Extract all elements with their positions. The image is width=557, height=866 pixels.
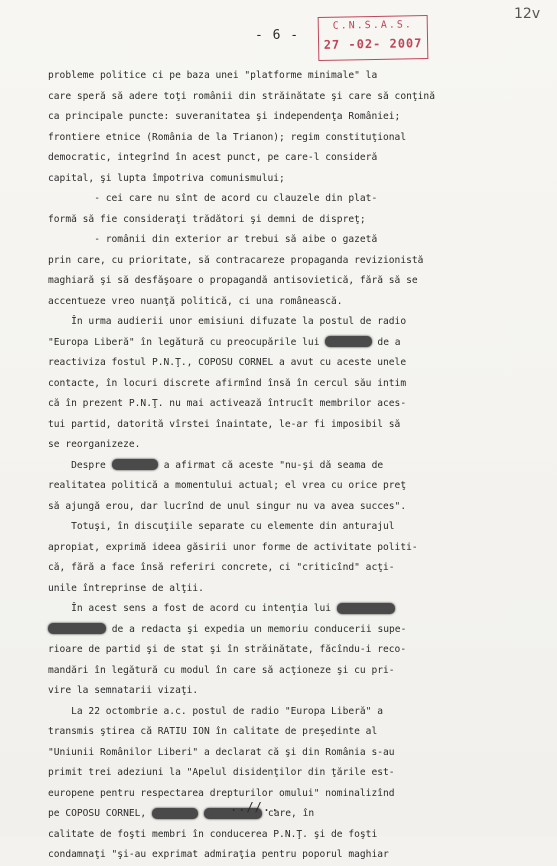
text-line: rioare de partid şi de stat şi în străinătate, făcîndu-i reco-	[48, 644, 407, 655]
stamp-date: 27 -02- 2007	[323, 36, 423, 52]
text-line: se reorganizeze.	[48, 439, 141, 450]
text-line: "Europa Liberă" în legătură cu preocupările lui de a	[48, 336, 401, 348]
redaction-mark	[112, 459, 158, 470]
text-line: să ajungă erou, dar lucrînd de unul singur nu va avea succes".	[48, 500, 407, 512]
text-line: În urma audierii unor emisiuni difuzate la postul de radio	[48, 316, 407, 327]
stamp-institution: C.N.S.A.S.	[332, 19, 413, 32]
text-line: mandări în legătură cu modul în care să acţioneze şi cu pri-	[48, 664, 395, 676]
text-line: vire la semnatarii vizaţi.	[48, 685, 199, 696]
text-line: de a redacta şi expedia un memoriu conducerii supe-	[48, 620, 510, 641]
text-line: frontiere etnice (România de la Trianon); regim constituţional	[48, 131, 407, 143]
text-line: realitatea politică a momentului actual; el vrea cu orice preţ	[48, 480, 407, 491]
text-line: transmis ştirea că RATIU ION în calitate de preşedinte al	[48, 726, 378, 737]
text-line: că, fără a face însă referiri concrete, ci "criticînd" acţi-	[48, 562, 395, 573]
text-line: prin care, cu prioritate, să contracareze propaganda revizionistă	[48, 254, 424, 266]
text-line: Despre a afirmat că aceste "nu-şi dă seama de	[48, 459, 384, 471]
text-line: condamnaţi "şi-au exprimat admiraţia pentru poporul maghiar	[48, 849, 389, 860]
text-line: La 22 octombrie a.c. postul de radio "Europa Liberă" a	[48, 705, 384, 717]
text-line: europene pentru respectarea drepturilor omului" nominalizînd	[48, 787, 395, 799]
page-number: - 6 -	[255, 28, 300, 43]
text-line: apropiat, exprimă ideea găsirii unor forme de activitate politi-	[48, 541, 418, 553]
text-line: "Uniunii Românilor Liberi" a declarat că şi din România s-au	[48, 746, 395, 758]
redaction-mark	[152, 808, 198, 819]
text-line: În acest sens a fost de acord cu intenţia lui	[48, 599, 510, 620]
redaction-mark	[337, 603, 395, 614]
text-line: contacte, în locuri discrete afirmînd însă în cercul său intim	[48, 377, 407, 389]
text-line: - românii din exterior ar trebui să aibe o gazetă	[48, 234, 378, 245]
text-line: democratic, integrînd în acest punct, pe care-l consideră	[48, 152, 378, 163]
text-line: accentueze vreo nuanţă politică, ci una românească.	[48, 295, 343, 307]
text-line: formă să fie consideraţi trădători şi demni de dispreţ;	[48, 213, 366, 225]
text-line: pe COPOSU CORNEL, care, în	[48, 808, 315, 819]
redaction-mark	[48, 623, 106, 634]
text-line: Totuşi, în discuţiile separate cu elemente din anturajul	[48, 521, 395, 532]
text-line: maghiară şi să desfăşoare o propagandă antisovietică, fără să se	[48, 275, 418, 286]
text-line: că în prezent P.N.Ţ. nu mai activează întrucît membrilor aces-	[48, 398, 407, 409]
text-line: ca principale puncte: suveranitatea şi independenţa României;	[48, 111, 401, 122]
text-line: care speră să adere toţi românii din străinătate şi care să conţină	[48, 90, 435, 102]
text-line: capital, şi lupta împotriva comunismului;	[48, 172, 285, 184]
text-line: calitate de foşti membri în conducerea P.N.Ţ. şi de foşti	[48, 828, 378, 840]
text-line: primit trei adeziuni la "Apelul disidenţilor din ţările est-	[48, 767, 395, 778]
document-body	[48, 66, 510, 866]
archive-stamp	[318, 15, 429, 61]
text-line: - cei care nu sînt de acord cu clauzele din plat-	[48, 193, 378, 204]
continuation-mark: ..//..	[230, 800, 280, 814]
text-line: probleme politice ci pe baza unei "platforme minimale" la	[48, 70, 378, 81]
redaction-mark	[325, 336, 371, 347]
text-line: tui partid, datorită vîrstei înaintate, le-ar fi imposibil să	[48, 418, 401, 430]
text-line: unile întreprinse de alţii.	[48, 582, 204, 594]
folio-number: 12v	[514, 6, 541, 22]
text-line: reactiviza fostul P.N.Ţ., COPOSU CORNEL a avut cu aceste unele	[48, 357, 407, 368]
